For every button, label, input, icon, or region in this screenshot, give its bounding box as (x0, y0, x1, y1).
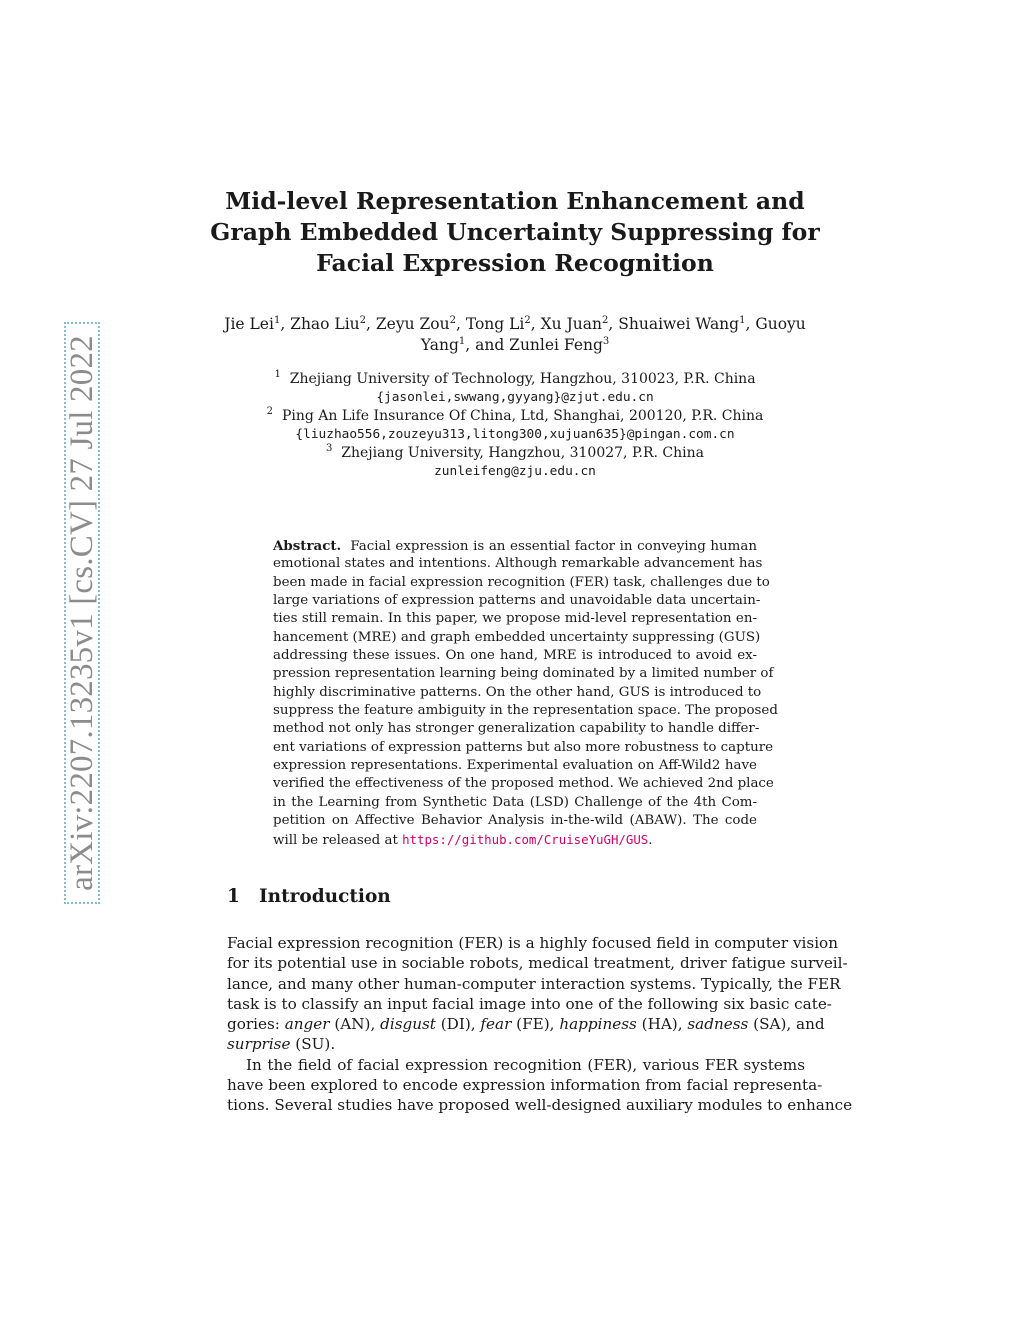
body-line: have been explored to encode expression information from facial representa- (227, 1076, 823, 1095)
abstract-line: ties still remain. In this paper, we propose mid-level representation en- (273, 611, 757, 627)
abstract-line: addressing these issues. On one hand, MRE is introduced to avoid ex- (273, 648, 757, 664)
body-line: surprise (SU). (227, 1035, 336, 1054)
abstract-line: highly discriminative patterns. On the other hand, GUS is introduced to (273, 684, 762, 700)
author: Xu Juan (540, 315, 603, 333)
paper-title (180, 186, 850, 279)
title-line: Facial Expression Recognition (316, 249, 714, 277)
abstract-line: been made in facial expression recognition (FER) task, challenges due to (273, 574, 770, 590)
affiliation: $^1$ Zhejiang University of Technology, Hangzhou, 310023, P.R. China (274, 369, 756, 387)
affiliation: $^2$ Ping An Life Insurance Of China, Ltd, Shanghai, 200120, P.R. China (266, 406, 764, 425)
body-line: task is to classify an input facial image into one of the following six basic cate- (227, 994, 832, 1013)
affiliations (190, 370, 840, 482)
abstract-line: pression representation learning being dominated by a limited number of (273, 666, 774, 682)
abstract-label: Abstract. (273, 538, 342, 554)
abstract-line: ent variations of expression patterns but also more robustness to capture (273, 739, 774, 755)
abstract-line: emotional states and intentions. Although remarkable advancement has (273, 556, 763, 572)
body-line: In the field of facial expression recognition (FER), various FER systems (246, 1055, 805, 1074)
arxiv-stamp: arXiv:2207.13235v1 [cs.CV] 27 Jul 2022 (64, 322, 100, 904)
author: Zeyu Zou (375, 315, 450, 333)
affiliation: $^3$ Zhejiang University, Hangzhou, 310027, P.R. China (326, 443, 704, 462)
section-heading (227, 884, 391, 910)
abstract (273, 537, 778, 849)
abstract-line: verified the effectiveness of the proposed method. We achieved 2nd place (273, 776, 774, 792)
author: Zhao Liu (290, 315, 360, 333)
body-line: for its potential use in sociable robots, medical treatment, driver fatigue surveil- (227, 954, 848, 973)
abstract-line: will be released at https://github.com/CruiseYuGH/GUS. (273, 831, 653, 848)
abstract-line: in the Learning from Synthetic Data (LSD) Challenge of the 4th Com- (273, 794, 757, 810)
body-line: Facial expression recognition (FER) is a highly focused field in computer vision (227, 934, 838, 952)
section-number: 1 (227, 886, 240, 907)
author: Guoyu (755, 315, 806, 333)
author-list (190, 314, 840, 356)
affiliation-email: {jasonlei,swwang,gyyang}@zjut.edu.cn (376, 389, 654, 405)
abstract-line: Abstract. Facial expression is an essential factor in conveying human (273, 538, 757, 554)
section-title: Introduction (259, 886, 391, 907)
affiliation-email: {liuzhao556,zouzeyu313,litong300,xujuan635}@pingan.com.cn (295, 426, 735, 442)
title-line: Graph Embedded Uncertainty Suppressing for (210, 218, 820, 246)
author: Tong Li (465, 315, 525, 333)
author-line-1: Jie Lei$^1$, Zhao Liu$^2$, Zeyu Zou$^2$, Tong Li$^2$, Xu Juan$^2$, Shuaiwei Wang$^1$, Guoyu (224, 315, 806, 333)
github-link[interactable]: https://github.com/CruiseYuGH/GUS (402, 831, 649, 847)
abstract-line: hancement (MRE) and graph embedded uncertainty suppressing (GUS) (273, 629, 761, 645)
abstract-line: large variations of expression patterns and unavoidable data uncertain- (273, 593, 761, 609)
author-line-2: Yang$^1$, and Zunlei Feng$^3$ (420, 336, 610, 354)
body-line: tions. Several studies have proposed well-designed auxiliary modules to enhance (227, 1096, 853, 1115)
affiliation-email: zunleifeng@zju.edu.cn (434, 463, 596, 479)
author: Shuaiwei Wang (618, 315, 740, 333)
title-line: Mid-level Representation Enhancement and (225, 187, 805, 215)
abstract-line: petition on Affective Behavior Analysis in-the-wild (ABAW). The code (273, 813, 757, 829)
body-line: lance, and many other human-computer interaction systems. Typically, the FER (227, 974, 841, 993)
author: Jie Lei (224, 315, 274, 333)
intro-body (227, 933, 853, 1116)
abstract-line: method not only has stronger generalization capability to handle differ- (273, 721, 760, 737)
body-line: gories: anger (AN), disgust (DI), fear (FE), happiness (HA), sadness (SA), and (227, 1015, 825, 1034)
abstract-line: expression representations. Experimental evaluation on Aff-Wild2 have (273, 758, 757, 774)
abstract-line: suppress the feature ambiguity in the representation space. The proposed (273, 703, 778, 719)
